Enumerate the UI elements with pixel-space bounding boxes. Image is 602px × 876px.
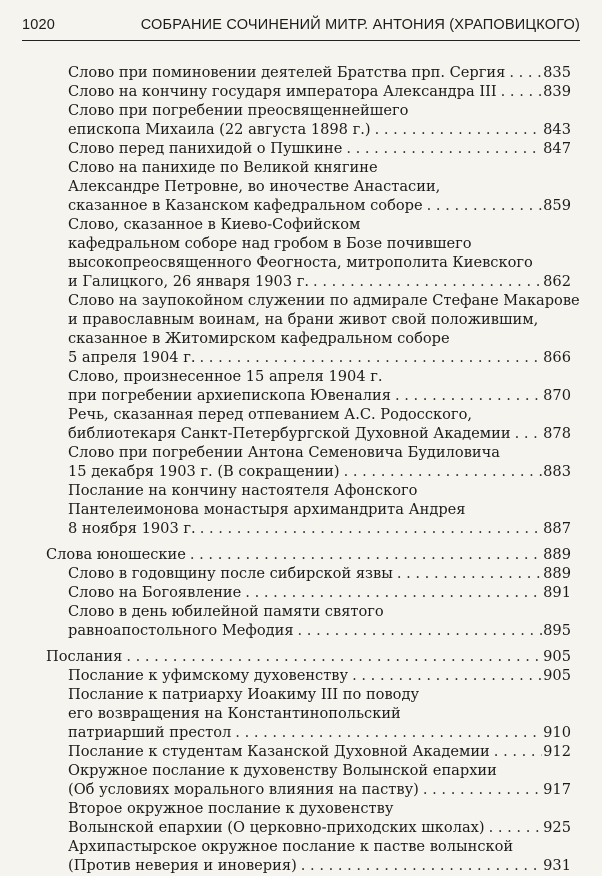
toc-entry-title-text: Александре Петровне, во иночестве Анастасии, <box>68 178 441 195</box>
toc-entry-line <box>68 253 571 272</box>
toc-entry <box>68 82 571 101</box>
toc-entry-line <box>46 545 571 564</box>
toc-entry-title-text: кафедральном соборе над гробом в Бозе почившего <box>68 235 472 252</box>
toc-entry-title-text: его возвращения на Константинопольский <box>68 705 401 722</box>
toc-page-number: 839 <box>543 83 571 100</box>
toc-entry-title-text: Волынской епархии (О церковно-приходских школах) <box>68 819 485 836</box>
toc-entry-title-text: Послание к уфимскому духовенству <box>68 667 349 684</box>
toc-entry-title-text: Слово, произнесенное 15 апреля 1904 г. <box>68 368 383 385</box>
toc-entry-title-text: Слово в годовщину после сибирской язвы <box>68 565 393 582</box>
toc-entry-line <box>68 837 571 856</box>
toc-entry-title-text: Слово на панихиде по Великой княгине <box>68 159 378 176</box>
toc-entry-line <box>68 367 571 386</box>
toc-entry <box>68 583 571 602</box>
toc-page-number: 895 <box>543 622 571 639</box>
header-rule <box>22 40 580 41</box>
toc-entry-title-text: (Об условиях морального влияния на паству) <box>68 781 419 798</box>
running-header <box>22 17 580 39</box>
toc-entry-line <box>68 519 571 538</box>
toc-entry <box>68 742 571 761</box>
toc-entry-title-text: Пантелеимонова монастыря архимандрита Андрея <box>68 501 466 518</box>
toc-entry <box>68 837 571 875</box>
toc-entry-line <box>68 564 571 583</box>
toc-entry <box>68 443 571 481</box>
dot-leader <box>489 818 543 837</box>
toc-entry-line <box>68 196 571 215</box>
toc-page-number: 847 <box>543 140 571 157</box>
toc-entry <box>68 481 571 538</box>
toc-entry-line <box>68 177 571 196</box>
dot-leader <box>352 666 542 685</box>
toc-page-number: 878 <box>543 425 571 442</box>
toc-page-number: 889 <box>543 546 571 563</box>
toc-page-number: 917 <box>543 781 571 798</box>
toc-entry-line <box>68 780 571 799</box>
dot-leader <box>395 386 542 405</box>
toc-entry <box>68 367 571 405</box>
toc-entry <box>68 215 571 291</box>
page-number: 1020 <box>22 17 56 33</box>
toc-entry-line <box>68 761 571 780</box>
toc-entry-line <box>68 63 571 82</box>
toc-entry-line <box>68 234 571 253</box>
toc-page-number: 870 <box>543 387 571 404</box>
toc-page-number: 925 <box>543 819 571 836</box>
toc-entry-title-text: равноапостольного Мефодия <box>68 622 294 639</box>
toc-entry-title-text: Слово на Богоявление <box>68 584 242 601</box>
toc-page-number: 912 <box>543 743 571 760</box>
toc-page-number: 843 <box>543 121 571 138</box>
toc-entry <box>68 564 571 583</box>
toc-page-number: 835 <box>543 64 571 81</box>
dot-leader <box>190 545 542 564</box>
toc-entry-title-text: сказанное в Казанском кафедральном соборе <box>68 197 423 214</box>
toc-entry-line <box>68 723 571 742</box>
toc-entry-title-text: Слово в день юбилейной памяти святого <box>68 603 384 620</box>
toc-entry-title-text: Слово при погребении Антона Семеновича Будиловича <box>68 444 500 461</box>
dot-leader <box>235 723 542 742</box>
toc-entry-title-text: Послание к патриарху Иоакиму III по поводу <box>68 686 420 703</box>
toc-section-heading <box>46 545 571 564</box>
toc-page-number: 910 <box>543 724 571 741</box>
toc-entry-title-text: Речь, сказанная перед отпеванием А.С. Родосского, <box>68 406 473 423</box>
toc-entry-title-text: высокопреосвященного Феогноста, митрополита Киевского <box>68 254 533 271</box>
toc-entry <box>68 761 571 799</box>
table-of-contents <box>46 63 580 875</box>
toc-entry-line <box>68 386 571 405</box>
toc-entry-title-text: (Против неверия и иноверия) <box>68 857 297 874</box>
toc-entry-title-text: Послания <box>46 648 123 665</box>
toc-entry-line <box>68 158 571 177</box>
toc-entry-line <box>68 348 571 367</box>
toc-entry-line <box>68 443 571 462</box>
toc-entry-line <box>68 818 571 837</box>
dot-leader <box>375 120 543 139</box>
dot-leader <box>344 462 543 481</box>
toc-page-number: 905 <box>543 648 571 665</box>
toc-entry <box>68 799 571 837</box>
dot-leader <box>501 82 543 101</box>
toc-entry-line <box>46 647 571 666</box>
toc-entry-title-text: Слово на кончину государя императора Александра III <box>68 83 497 100</box>
dot-leader <box>427 196 543 215</box>
toc-page-number: 883 <box>543 463 571 480</box>
toc-entry-line <box>68 583 571 602</box>
toc-entry-title-text: Архипастырское окружное послание к пастве волынской <box>68 838 514 855</box>
toc-entry-line <box>68 291 580 310</box>
toc-entry-title-text: Слово, сказанное в Киево-Софийском <box>68 216 361 233</box>
toc-entry-line <box>68 666 571 685</box>
toc-entry-title-text: Слово при погребении преосвященнейшего <box>68 102 409 119</box>
toc-entry <box>68 139 571 158</box>
toc-entry <box>68 63 571 82</box>
toc-entry <box>68 666 571 685</box>
toc-page-number: 862 <box>543 273 571 290</box>
toc-entry-line <box>68 272 571 291</box>
toc-page-number: 887 <box>543 520 571 537</box>
toc-entry-line <box>68 799 571 818</box>
toc-entry-line <box>68 405 571 424</box>
toc-entry-title-text: Окружное послание к духовенству Волынской епархии <box>68 762 497 779</box>
toc-entry-line <box>68 215 571 234</box>
toc-entry <box>68 685 571 742</box>
toc-entry-title-text: при погребении архиепископа Ювеналия <box>68 387 391 404</box>
toc-entry-line <box>68 856 571 875</box>
toc-entry-line <box>68 101 571 120</box>
dot-leader <box>126 647 542 666</box>
toc-entry-title-text: 15 декабря 1903 г. (В сокращении) <box>68 463 340 480</box>
toc-page-number: 891 <box>543 584 571 601</box>
dot-leader <box>301 856 542 875</box>
toc-entry-line <box>68 462 571 481</box>
dot-leader <box>346 139 542 158</box>
toc-entry-title-text: Послание к студентам Казанской Духовной Академии <box>68 743 490 760</box>
toc-section-heading <box>46 647 571 666</box>
toc-entry-title-text: 5 апреля 1904 г. <box>68 349 196 366</box>
dot-leader <box>509 63 542 82</box>
dot-leader <box>298 621 543 640</box>
toc-entry-line <box>68 82 571 101</box>
toc-entry-line <box>68 500 571 519</box>
toc-entry-title-text: Послание на кончину настоятеля Афонского <box>68 482 418 499</box>
toc-entry-title-text: 8 ноября 1903 г. <box>68 520 196 537</box>
toc-entry-title-text: сказанное в Житомирском кафедральном соборе <box>68 330 450 347</box>
toc-entry-line <box>68 621 571 640</box>
toc-entry-title-text: Второе окружное послание к духовенству <box>68 800 394 817</box>
toc-entry <box>68 405 571 443</box>
toc-entry-title-text: Слово перед панихидой о Пушкине <box>68 140 343 157</box>
toc-page-number: 905 <box>543 667 571 684</box>
toc-page-number: 859 <box>543 197 571 214</box>
toc-entry-title-text: библиотекаря Санкт-Петербургской Духовной Академии <box>68 425 511 442</box>
toc-entry-line <box>68 329 571 348</box>
dot-leader <box>494 742 542 761</box>
toc-page-number: 931 <box>543 857 571 874</box>
toc-entry-title-text: и православным воинам, на брани живот свой положившим, <box>68 311 539 328</box>
toc-entry-line <box>68 704 571 723</box>
toc-entry-line <box>68 139 571 158</box>
running-title: СОБРАНИЕ СОЧИНЕНИЙ МИТР. АНТОНИЯ (ХРАПОВИЦКОГО) <box>140 17 580 33</box>
toc-entry-title-text: патриарший престол <box>68 724 232 741</box>
toc-entry-line <box>68 742 571 761</box>
toc-entry <box>68 291 580 367</box>
toc-entry <box>68 101 571 139</box>
toc-page-number: 866 <box>543 349 571 366</box>
toc-entry-line <box>68 685 571 704</box>
toc-entry-title-text: и Галицкого, 26 января 1903 г. <box>68 273 310 290</box>
toc-entry-line <box>68 120 571 139</box>
toc-entry-line <box>68 310 571 329</box>
toc-entry-line <box>68 481 571 500</box>
toc-entry <box>68 602 571 640</box>
dot-leader <box>397 564 542 583</box>
dot-leader <box>423 780 542 799</box>
toc-entry-title-text: Слова юношеские <box>46 546 186 563</box>
toc-entry-title-text: Слово при поминовении деятелей Братства прп. Сергия <box>68 64 506 81</box>
toc-entry-title-text: епископа Михаила (22 августа 1898 г.) <box>68 121 371 138</box>
toc-entry-line <box>68 424 571 443</box>
toc-entry <box>68 158 571 215</box>
dot-leader <box>200 348 543 367</box>
dot-leader <box>515 424 543 443</box>
toc-entry-line <box>68 602 571 621</box>
toc-page-number: 889 <box>543 565 571 582</box>
dot-leader <box>313 272 542 291</box>
toc-entry-title-text: Слово на заупокойном служении по адмирале Стефане Макарове <box>68 292 580 309</box>
dot-leader <box>245 583 542 602</box>
dot-leader <box>200 519 542 538</box>
